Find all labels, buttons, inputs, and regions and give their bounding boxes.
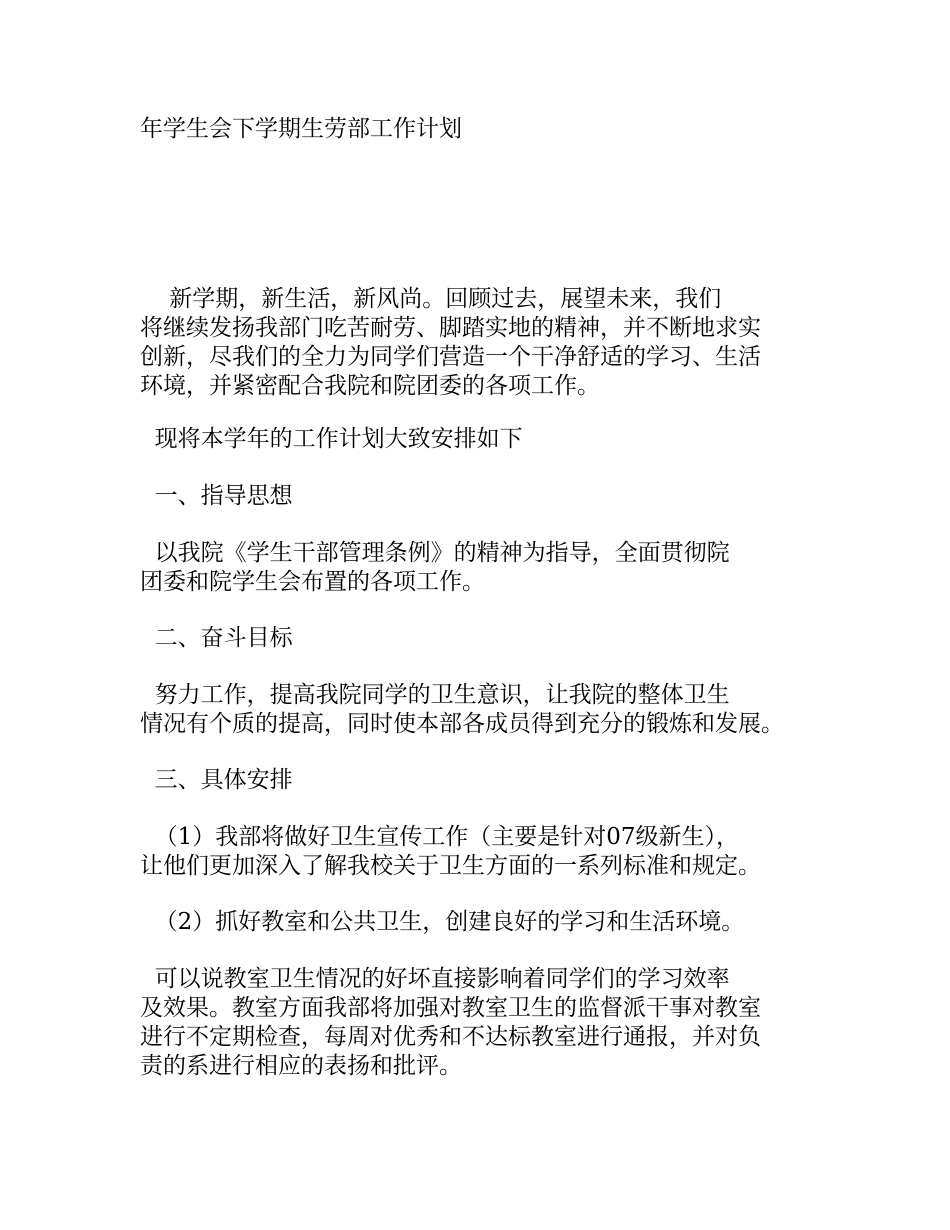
paragraph-line: 二、奋斗目标 [140,625,293,651]
paragraph-line: 环境，并紧密配合我院和院团委的各项工作。 [140,373,600,399]
section-heading-arrangement [140,766,293,795]
paragraph-item-2 [140,908,744,937]
document-title: 年学生会下学期生劳部工作计划 [140,116,462,142]
paragraph-line: 及效果。教室方面我部将加强对教室卫生的监督派干事对教室 [140,995,761,1021]
paragraph-line: 一、指导思想 [140,483,293,509]
paragraph-line: 以我院《学生干部管理条例》的精神为指导，全面贯彻院 [140,540,730,566]
paragraph-line: 现将本学年的工作计划大致安排如下 [140,426,523,452]
paragraph-intro [140,285,761,401]
paragraph-guiding-thought [140,539,730,597]
section-heading-goal [140,624,293,653]
paragraph-line: 努力工作，提高我院同学的卫生意识，让我院的整体卫生 [140,682,730,708]
paragraph-line: 责的系进行相应的表扬和批评。 [140,1053,462,1079]
paragraph-line: 团委和院学生会布置的各项工作。 [140,569,485,595]
paragraph-classroom [140,965,761,1081]
paragraph-line: 将继续发扬我部门吃苦耐劳、脚踏实地的精神，并不断地求实 [140,315,761,341]
paragraph-plan-intro [140,425,523,454]
paragraph-line: 新学期，新生活，新风尚。回顾过去，展望未来，我们 [140,286,722,312]
paragraph-line: （2）抓好教室和公共卫生，创建良好的学习和生活环境。 [140,909,745,935]
section-heading-guiding-thought [140,482,293,511]
paragraph-line: 进行不定期检查，每周对优秀和不达标教室进行通报，并对负 [140,1024,761,1050]
paragraph-line: 可以说教室卫生情况的好坏直接影响着同学们的学习效率 [140,966,730,992]
paragraph-line: 创新，尽我们的全力为同学们营造一个干净舒适的学习、生活 [140,344,761,370]
paragraph-line: （1）我部将做好卫生宣传工作（主要是针对07级新生）， [140,824,740,850]
paragraph-line: 三、具体安排 [140,767,293,793]
paragraph-goal [140,681,784,739]
paragraph-line: 让他们更加深入了解我校关于卫生方面的一系列标准和规定。 [140,853,761,879]
paragraph-item-1 [140,823,761,881]
paragraph-line: 情况有个质的提高，同时使本部各成员得到充分的锻炼和发展。 [140,711,784,737]
